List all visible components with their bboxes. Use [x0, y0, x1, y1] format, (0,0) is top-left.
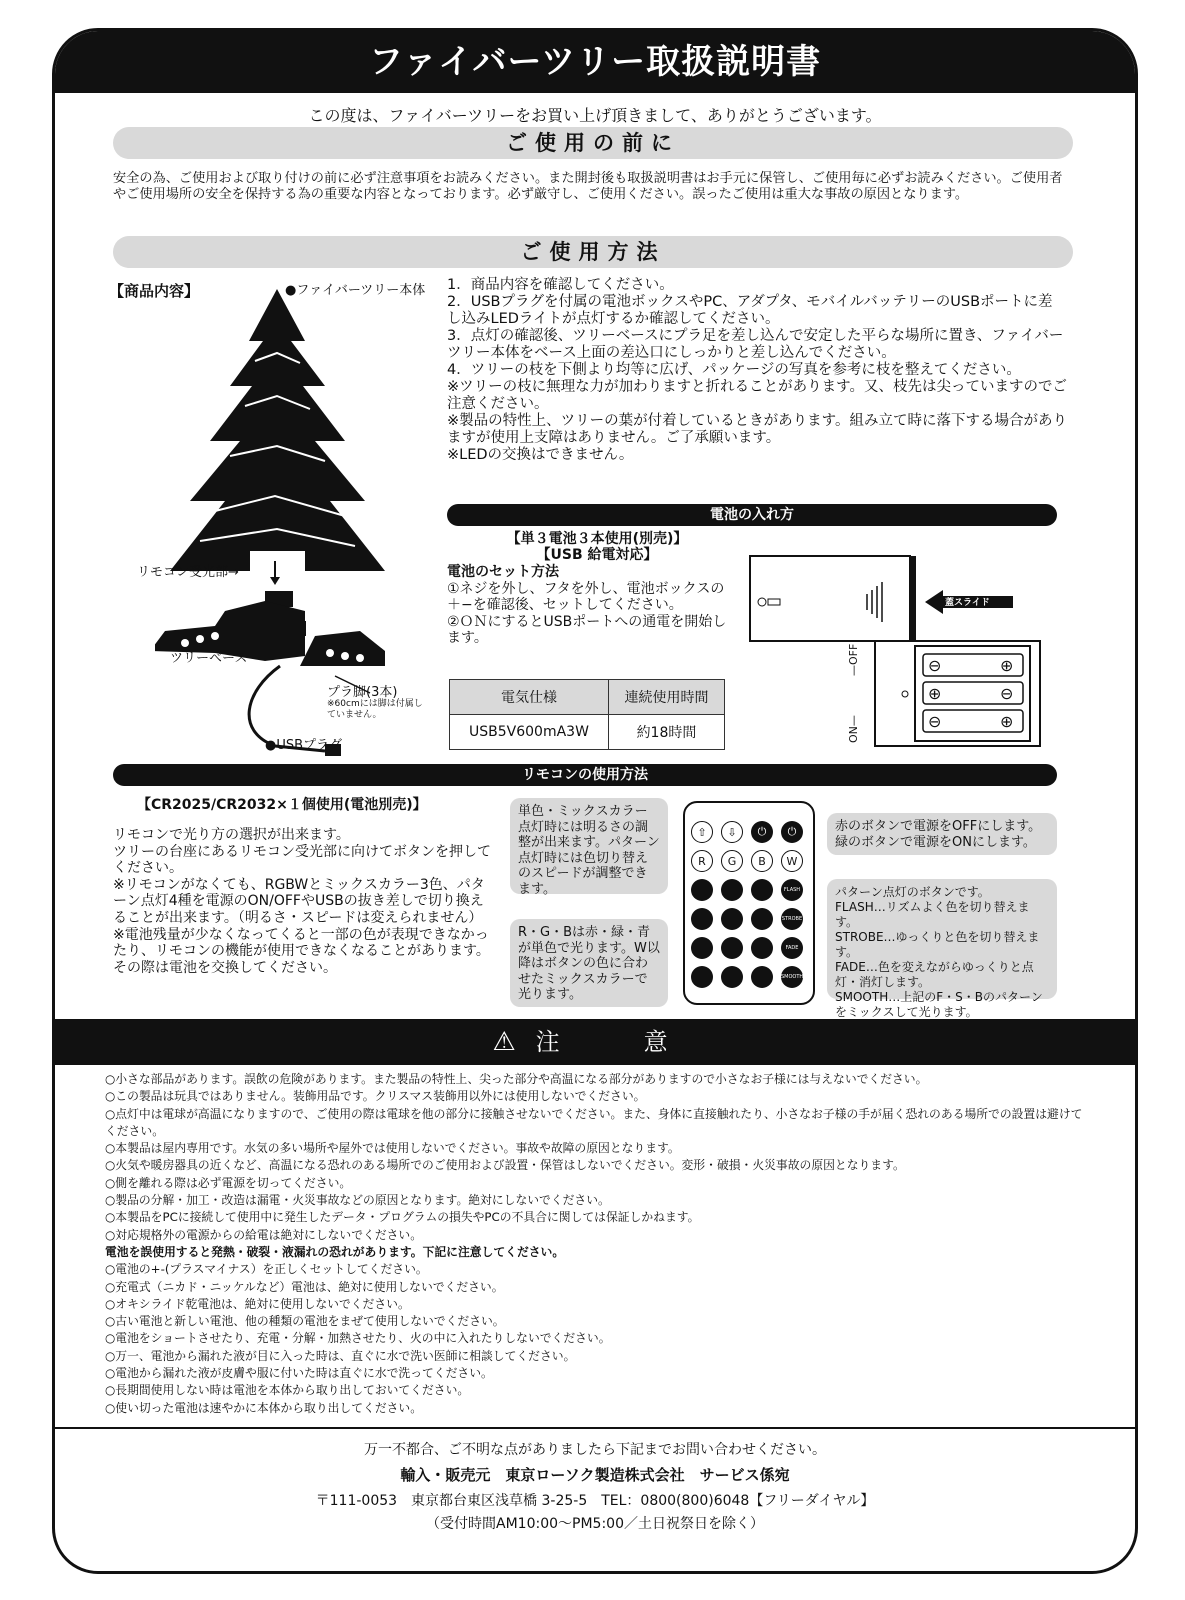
remote-note-power: 赤のボタンで電源をOFFにします。緑のボタンで電源をONにします。 [827, 813, 1057, 855]
battery-set-method [447, 564, 732, 647]
color-button[interactable] [691, 879, 713, 901]
battery-heading: 電池の入れ方 [447, 504, 1057, 526]
color-button[interactable] [721, 966, 743, 988]
svg-text:⊕: ⊕ [1000, 656, 1014, 675]
step-item: 4．ツリーの枝を下側より均等に広げ、パッケージの写真を参考に枝を整えてください。 [447, 362, 1021, 378]
color-button[interactable] [691, 966, 713, 988]
caution-bar [55, 1019, 1135, 1065]
battery-caution-item: ○長期間使用しない時は電池を本体から取り出しておいてください。 [105, 1383, 470, 1398]
footer-hours: （受付時間AM10:00〜PM5:00／土日祝祭日を除く） [426, 1516, 764, 1532]
battery-caution-item: ○オキシライド乾電池は、絶対に使用しないでください。 [105, 1296, 410, 1311]
spec-header: 連続使用時間 [608, 680, 724, 715]
pattern-note: パターン点灯のボタンです。 [835, 885, 990, 899]
label-receiver: リモコン受光部→ [137, 565, 239, 580]
caution-item: ○小さな部品があります。誤飲の危険があります。また製品の特性上、尖った部分や高温になる部分がありますので小さなお子様には与えないでください。 [105, 1072, 928, 1086]
color-button[interactable] [751, 937, 773, 959]
before-use-heading: ご使用の前に [113, 127, 1073, 159]
remote-text: ※電池残量が少なくなってくると一部の色が表現できなかったり、リモコンの機能が使用できなくなることがあります。その際は電池を交換してください。 [113, 926, 490, 976]
before-use-text: 安全の為、ご使用および取り付けの前に必ず注意事項をお読みください。また開封後も取扱説明書はお手元に保管し、ご使用毎に必ずお読みください。ご使用者やご使用場所の安全を保持する為の重要な内容となっております。必ず厳守し、ご使用ください。誤ったご使用は重大な事故の原因となります。 [113, 171, 1063, 202]
remote-heading: リモコンの使用方法 [113, 764, 1057, 786]
brightness-up-button[interactable]: ⇧ [691, 821, 713, 843]
footer-company: 輸入・販売元 東京ローソク製造株式会社 サービス係宛 [400, 1466, 790, 1484]
spec-header: 電気仕様 [450, 680, 609, 715]
spec-table [449, 679, 725, 750]
remote-note-patterns [827, 879, 1057, 1019]
page-title: ファイバーツリー取扱説明書 [55, 31, 1135, 93]
remote-note-brightness: 単色・ミックスカラー点灯時には明るさの調整が出来ます。パターン点灯時には色切り替えのスピードが調整できます。 [510, 798, 668, 894]
off-label: —OFF [847, 643, 860, 676]
strobe-button[interactable]: STROBE [781, 908, 803, 930]
color-button[interactable] [751, 966, 773, 988]
caution-item: ○本製品をPCに接続して使用中に発生したデータ・プログラムの損失やPCの不具合に関しては保証しかねます。 [105, 1210, 700, 1225]
remote-text: ※リモコンがなくても、RGBWとミックスカラー3色、パターン点灯4種を電源のON/OFFやUSBの抜き差しで切り換えることが出来ます。（明るさ・スピードは変えられません） [113, 876, 485, 926]
warning-icon: ⚠ [492, 1027, 516, 1057]
color-button[interactable] [721, 879, 743, 901]
caution-item: ○対応規格外の電源からの給電は絶対にしないでください。 [105, 1227, 423, 1242]
power-on-button[interactable]: ⏻ [781, 821, 803, 843]
battery-caution-item: ○電池の+-(プラスマイナス）を正しくセットしてください。 [105, 1262, 428, 1277]
battery-caution-item: ○古い電池と新しい電池、他の種類の電池をまぜて使用しないでください。 [105, 1314, 505, 1329]
caution-item: ○点灯中は電球が高温になりますので、ご使用の際は電球を他の部分に接触させないでください。また、身体に直接触れたり、小さなお子様の手が届く恐れのある場所での設置は避けてください。 [105, 1106, 1083, 1138]
tree-illustration [155, 281, 455, 761]
battery-caution-item: ○電池から漏れた液が皮膚や服に付いた時は直ぐに水で洗ってください。 [105, 1366, 493, 1381]
green-button[interactable]: G [721, 850, 743, 872]
battery-set-title: 電池のセット方法 [447, 564, 559, 580]
caution-item: ○製品の分解・加工・改造は漏電・火災事故などの原因となります。絶対にしないでください。 [105, 1193, 610, 1208]
pattern-note: STROBE…ゆっくりと色を切り替えます。 [835, 930, 1040, 959]
remote-control [683, 801, 815, 1005]
power-off-button[interactable]: ⏻ [751, 821, 773, 843]
color-button[interactable] [691, 937, 713, 959]
footer-contact-note: 万一不都合、ご不明な点がありましたら下記までお問い合わせください。 [364, 1442, 826, 1458]
step-item: 1．商品内容を確認してください。 [447, 277, 674, 293]
steps-list [447, 277, 1067, 464]
battery-sub2: 【USB 給電対応】 [536, 547, 658, 563]
remote-battery-note: 【CR2025/CR2032×１個使用(電池別売)】 [137, 797, 427, 813]
pattern-note: SMOOTH…上記のF・S・Bのパターンをミックスして光ります。 [835, 990, 1043, 1019]
caution-list [105, 1071, 1085, 1417]
color-button[interactable] [721, 908, 743, 930]
battery-warning: 電池を誤使用すると発熱・破裂・液漏れの恐れがあります。下記に注意してください。 [105, 1244, 565, 1259]
caution-item: ○この製品は玩具ではありません。装飾用品です。クリスマス装飾用以外には使用しないでください。 [105, 1089, 646, 1104]
note-item: ※LEDの交換はできません。 [447, 447, 634, 463]
blue-button[interactable]: B [751, 850, 773, 872]
battery-step: ②ＯＮにするとUSBポートへの通電を開始します。 [447, 613, 727, 646]
note-item: ※ツリーの枝に無理な力が加わりますと折れることがあります。又、枝先は尖っていますのでご注意ください。 [447, 379, 1067, 412]
battery-caution-item: ○電池をショートさせたり、充電・分解・加熱させたり、火の中に入れたりしないでください。 [105, 1331, 611, 1346]
svg-text:⊖: ⊖ [928, 712, 942, 731]
brightness-down-button[interactable]: ⇩ [721, 821, 743, 843]
caution-heading: 注 意 [535, 1028, 698, 1056]
flash-button[interactable]: FLASH [781, 879, 803, 901]
smooth-button[interactable]: SMOOTH [781, 966, 803, 988]
note-item: ※製品の特性上、ツリーの葉が付着しているときがあります。組み立て時に落下する場合がありますが使用上支障はありません。ご了承願います。 [447, 413, 1067, 446]
battery-sub [447, 531, 747, 563]
battery-caution-item: ○使い切った電池は速やかに本体から取り出してください。 [105, 1400, 423, 1415]
step-item: 3．点灯の確認後、ツリーベースにプラ足を差し込んで安定した平らな場所に置き、ファイバーツリー本体をベース上面の差込口にしっかりと差し込んでください。 [447, 328, 1064, 361]
tree-arrow-head [270, 577, 280, 585]
color-button[interactable] [751, 908, 773, 930]
caution-item: ○本製品は屋内専用です。水気の多い場所や屋外では使用しないでください。事故や故障の原因となります。 [105, 1141, 680, 1156]
white-button[interactable]: W [781, 850, 803, 872]
battery-caution-item: ○万一、電池から漏れた液が目に入った時は、直ぐに水で洗い医師に相談してください。 [105, 1348, 576, 1363]
battery-caution-item: ○充電式（ニカド・ニッケルなど）電池は、絶対に使用しないでください。 [105, 1279, 504, 1294]
red-button[interactable]: R [691, 850, 713, 872]
svg-text:⊕: ⊕ [1000, 712, 1014, 731]
caution-item: ○側を離れる際は必ず電源を切ってください。 [105, 1175, 352, 1190]
color-button[interactable] [721, 937, 743, 959]
battery-step: ①ネジを外し、フタを外し、電池ボックスの＋−を確認後、セットしてください。 [447, 580, 725, 613]
battery-box-illustration [745, 546, 1065, 756]
fade-button[interactable]: FADE [781, 937, 803, 959]
color-button[interactable] [751, 879, 773, 901]
spec-cell: USB5V600mA3W [450, 715, 609, 750]
label-feet: プラ脚(3本) [327, 685, 398, 700]
footer-divider [55, 1427, 1135, 1429]
caution-item: ○火気や暖房器具の近くなど、高温になる恐れのある場所でのご使用および設置・保管はしないでください。変形・破損・火災事故の原因となります。 [105, 1158, 905, 1173]
step-item: 2．USBプラグを付属の電池ボックスやPC、アダプタ、モバイルバッテリーのUSBポートに差し込みLEDライトが点灯するか確認してください。 [447, 294, 1053, 327]
plastic-foot [300, 631, 385, 666]
footer-address: 〒111-0053 東京都台東区浅草橋 3-25-5 TEL：0800(800)6048【フリーダイヤル】 [315, 1493, 875, 1509]
intro-text: この度は、ファイバーツリーをお買い上げ頂きまして、ありがとうございます。 [308, 106, 882, 125]
color-button[interactable] [691, 908, 713, 930]
battery-sub1: 【単３電池３本使用(別売)】 [506, 531, 688, 547]
pattern-note: FLASH…リズムよく色を切り替えます。 [835, 900, 1030, 929]
label-base: ツリーベース [170, 651, 248, 666]
contents-label: 【商品内容】 [109, 282, 200, 300]
pattern-note: FADE…色を変えながらゆっくりと点灯・消灯します。 [835, 960, 1034, 989]
label-tree: ●ファイバーツリー本体 [285, 283, 426, 298]
svg-text:⊖: ⊖ [928, 656, 942, 675]
spec-cell: 約18時間 [608, 715, 724, 750]
manual-frame [52, 28, 1138, 1574]
svg-text:⊕: ⊕ [928, 684, 942, 703]
label-usb: ●USBプラグ [265, 738, 343, 753]
on-label: ON— [847, 715, 860, 743]
svg-text:⊖: ⊖ [1000, 684, 1014, 703]
how-to-use-heading: ご使用方法 [113, 236, 1073, 268]
remote-note-colors: R・G・Bは赤・緑・青が単色で光ります。W以降はボタンの色に合わせたミックスカラーで光ります。 [510, 919, 668, 1007]
remote-text: リモコンで光り方の選択が出来ます。 [113, 827, 350, 843]
label-feet-note: ※60cmには脚は付属していません。 [327, 699, 423, 720]
remote-instructions [113, 827, 493, 976]
remote-text: ツリーの台座にあるリモコン受光部に向けてボタンを押してください。 [113, 843, 491, 877]
slide-label: 蓋スライド [945, 598, 990, 608]
